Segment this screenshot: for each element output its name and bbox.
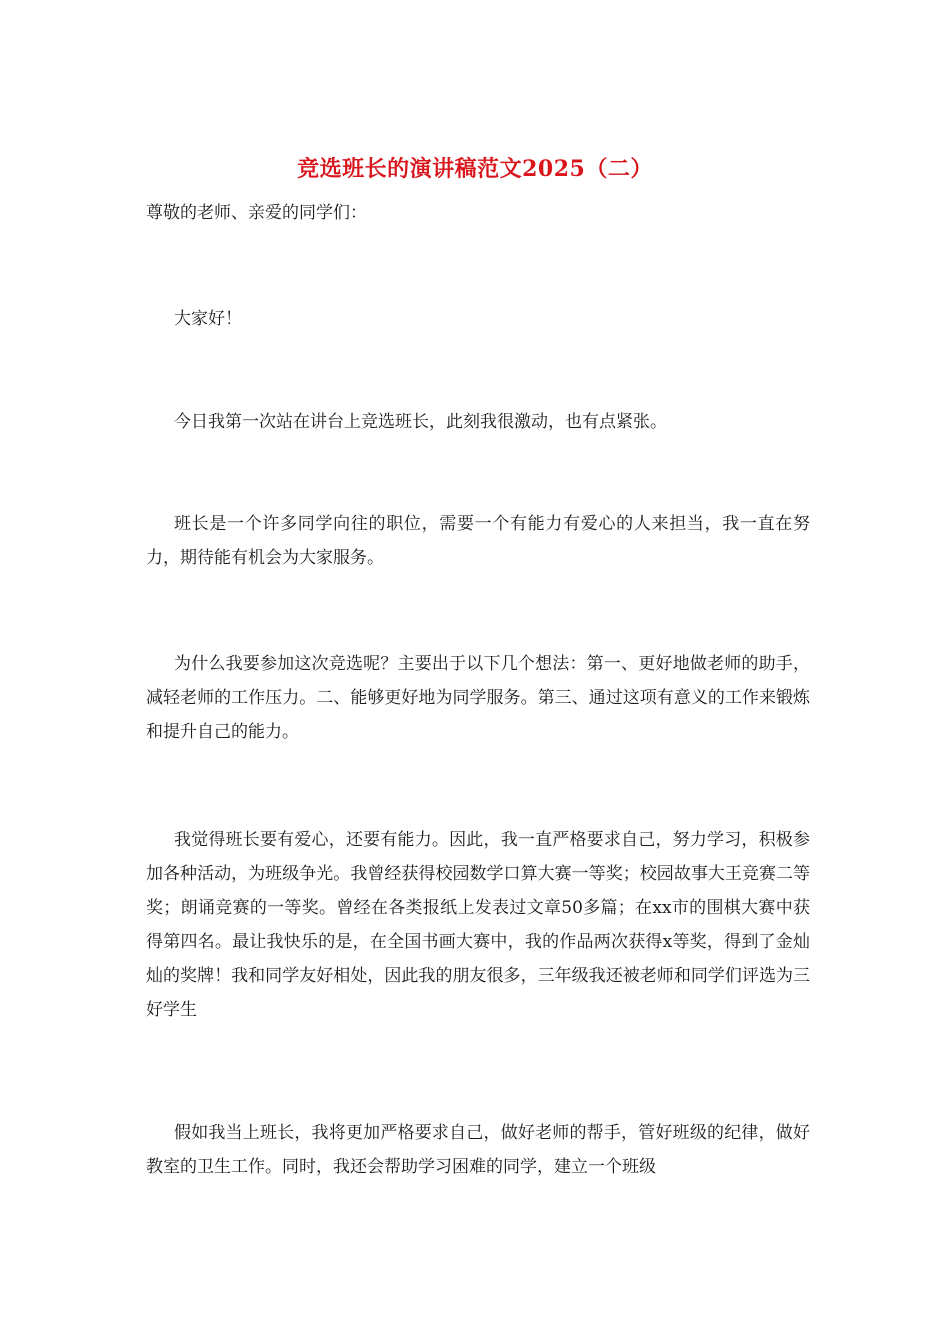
salutation: 尊敬的老师、亲爱的同学们： xyxy=(146,203,367,223)
document-title: 竞选班长的演讲稿范文2025（二） xyxy=(297,156,653,182)
paragraph-plans: 假如我当上班长，我将更加严格要求自己，做好老师的帮手，管好班级的纪律，做好教室的卫生工作。同时，我还会帮助学习困难的同学，建立一个班级 xyxy=(146,1123,810,1177)
paragraph-achievements: 我觉得班长要有爱心，还要有能力。因此，我一直严格要求自己，努力学习，积极参加各种活动，为班级争光。我曾经获得校园数学口算大赛一等奖；校园故事大王竞赛二等奖；朗诵竞赛的一等奖。曾经在各类报纸上发表过文章50多篇；在xx市的围棋大赛中获得第四名。最让我快乐的是，在全国书画大赛中，我的作品两次获得x等奖，得到了金灿灿的奖牌！我和同学友好相处，因此我的朋友很多，三年级我还被老师和同学们评选为三好学生 xyxy=(146,830,810,1020)
paragraph-greeting: 大家好！ xyxy=(174,309,242,329)
paragraph-intro: 今日我第一次站在讲台上竞选班长，此刻我很激动，也有点紧张。 xyxy=(174,412,667,432)
paragraph-reasons: 为什么我要参加这次竞选呢？主要出于以下几个想法：第一、更好地做老师的助手，减轻老师的工作压力。二、能够更好地为同学服务。第三、通过这项有意义的工作来锻炼和提升自己的能力。 xyxy=(146,654,810,742)
paragraph-position: 班长是一个许多同学向往的职位，需要一个有能力有爱心的人来担当，我一直在努力，期待能有机会为大家服务。 xyxy=(146,514,810,568)
